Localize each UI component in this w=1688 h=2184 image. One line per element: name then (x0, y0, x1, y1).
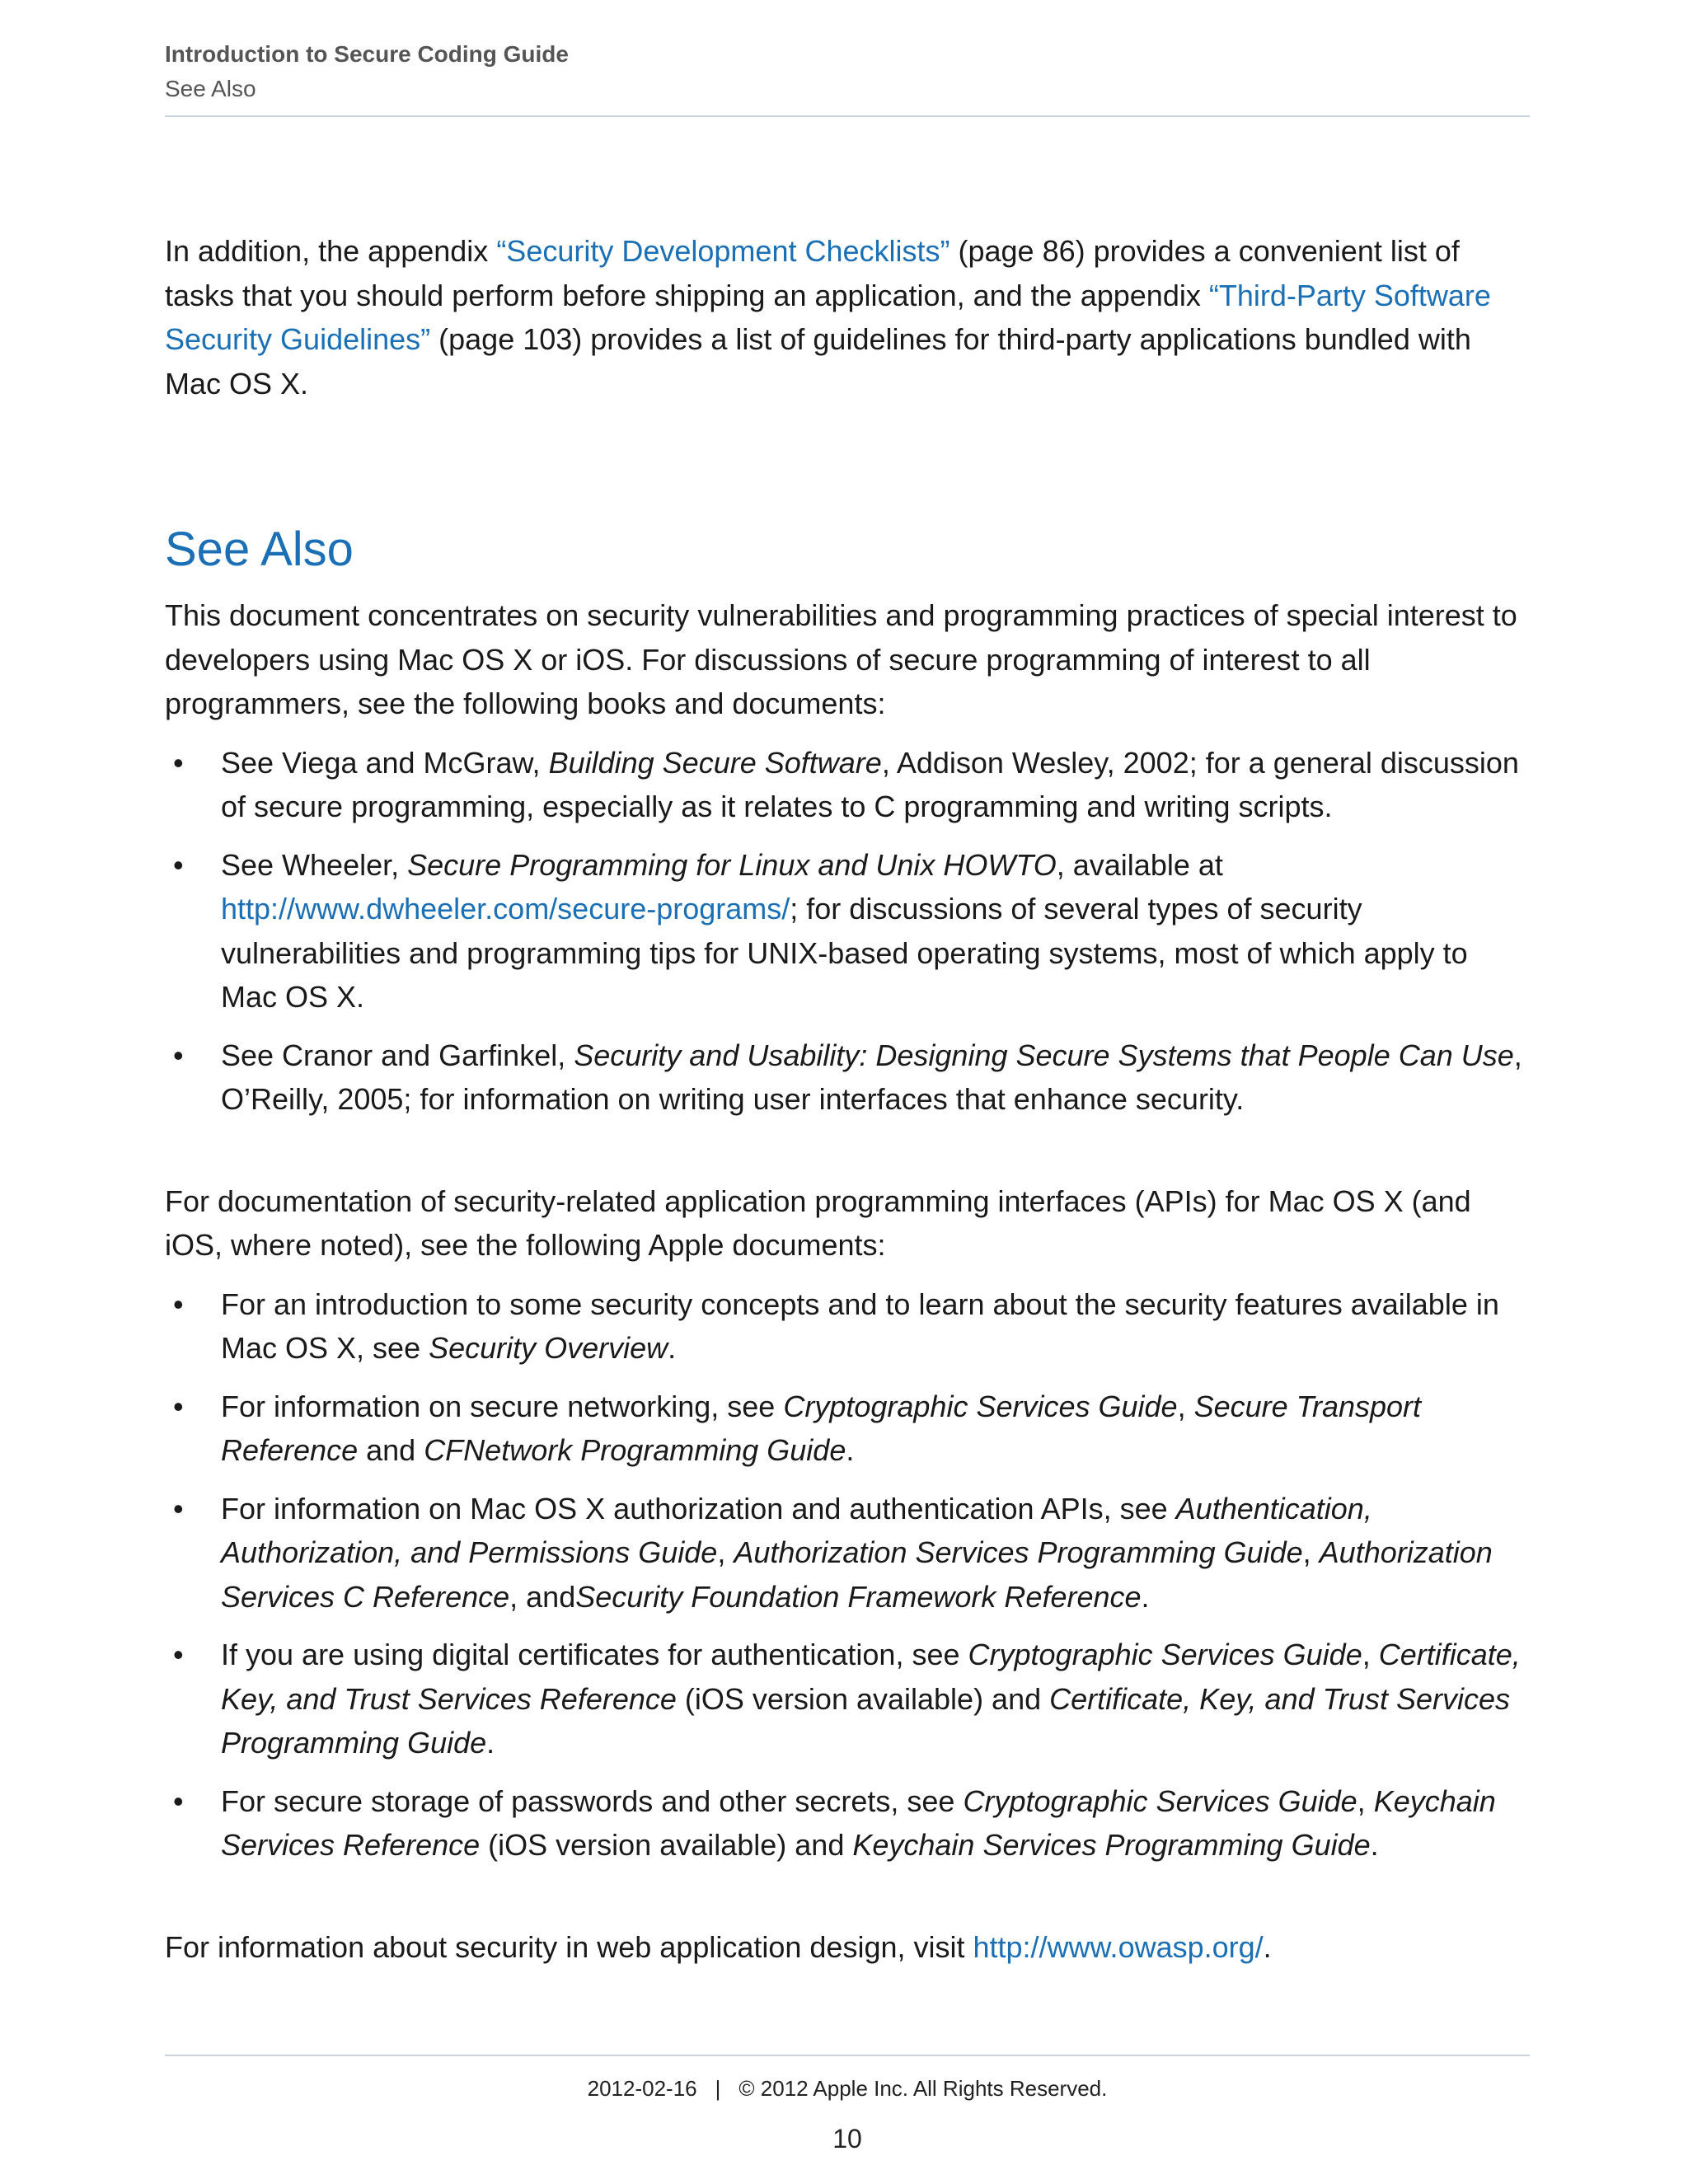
security-checklists-link[interactable]: “Security Development Checklists” (496, 234, 950, 268)
bullet-icon: • (173, 1286, 184, 1321)
web-security-paragraph: For information about security in web application design, visit http://www.owasp.org/. (165, 1929, 1272, 1964)
document-title: Introduction to Secure Coding Guide (165, 41, 569, 67)
see-also-heading: See Also (165, 523, 354, 576)
list-item: • For secure storage of passwords and other secrets, see Cryptographic Services Guide, Keychain Services Reference (iOS version available) and Keychain Services Programming Guide. (165, 1779, 1530, 1868)
page-content (165, 229, 1530, 1969)
bullet-icon: • (173, 1038, 184, 1072)
intro-paragraph: In addition, the appendix “Security Development Checklists” (page 86) provides a convenient list of tasks that you should perform before shipping an application, and the appendix “Third-Party Software Security Guidelines” (page 103) provides a list of guidelines for third-party applications bundled with Mac OS X. (165, 234, 1491, 401)
page-footer (165, 2055, 1530, 2154)
books-list (165, 741, 1530, 1122)
list-item: • For an introduction to some security concepts and to learn about the security features available in Mac OS X, see Security Overview. (165, 1282, 1530, 1371)
list-item: • See Cranor and Garfinkel, Security and Usability: Designing Secure Systems that People Can Use, O’Reilly, 2005; for information on writing user interfaces that enhance security. (165, 1033, 1530, 1122)
footer-copyright-line (165, 2076, 1530, 2102)
bullet-icon: • (173, 1783, 184, 1818)
footer-separator: | (715, 2076, 721, 2101)
bullet-icon: • (173, 1638, 184, 1671)
footer-date: 2012-02-16 (587, 2076, 697, 2101)
bullet-icon: • (173, 1491, 184, 1526)
bullet-icon: • (173, 1389, 184, 1423)
owasp-link[interactable]: http://www.owasp.org/ (973, 1929, 1264, 1964)
footer-copyright: © 2012 Apple Inc. All Rights Reserved. (738, 2076, 1108, 2101)
list-item: • For information on Mac OS X authorization and authentication APIs, see Authentication, Authorization, and Permissions Guide, Authorization Services Programming Guide, Authorization Services C Reference, andSecurity Foundation Framework Reference. (165, 1487, 1530, 1619)
dwheeler-link[interactable]: http://www.dwheeler.com/secure-programs/ (221, 892, 790, 926)
see-also-intro: This document concentrates on security vulnerabilities and programming practices of special interest to developers using Mac OS X or iOS. For discussions of secure programming of interest to all programmers, see the following books and documents: (165, 598, 1517, 720)
list-item: • If you are using digital certificates for authentication, see Cryptographic Services Guide, Certificate, Key, and Trust Services Reference (iOS version available) and Certificate, Key, and Trust Services Programming Guide. (165, 1633, 1530, 1765)
list-item: • See Wheeler, Secure Programming for Linux and Unix HOWTO, available at http://www.dwheeler.com/secure-programs/; for discussions of several types of security vulnerabilities and programming tips for UNIX-based operating systems, most of which apply to Mac OS X. (165, 843, 1530, 1019)
page-number: 10 (832, 2124, 862, 2154)
section-title: See Also (165, 76, 256, 101)
page-header (165, 36, 1530, 117)
bullet-icon: • (173, 745, 184, 780)
apple-docs-list (165, 1282, 1530, 1868)
third-party-guidelines-link[interactable]: “Third-Party Software Security Guidelines” (165, 278, 1491, 356)
list-item: • For information on secure networking, see Cryptographic Services Guide, Secure Transport Reference and CFNetwork Programming Guide. (165, 1385, 1530, 1473)
list-item: • See Viega and McGraw, Building Secure Software, Addison Wesley, 2002; for a general discussion of secure programming, especially as it relates to C programming and writing scripts. (165, 741, 1530, 829)
api-intro: For documentation of security-related application programming interfaces (APIs) for Mac OS X (and iOS, where noted), see the following Apple documents: (165, 1183, 1471, 1262)
bullet-icon: • (173, 847, 184, 882)
